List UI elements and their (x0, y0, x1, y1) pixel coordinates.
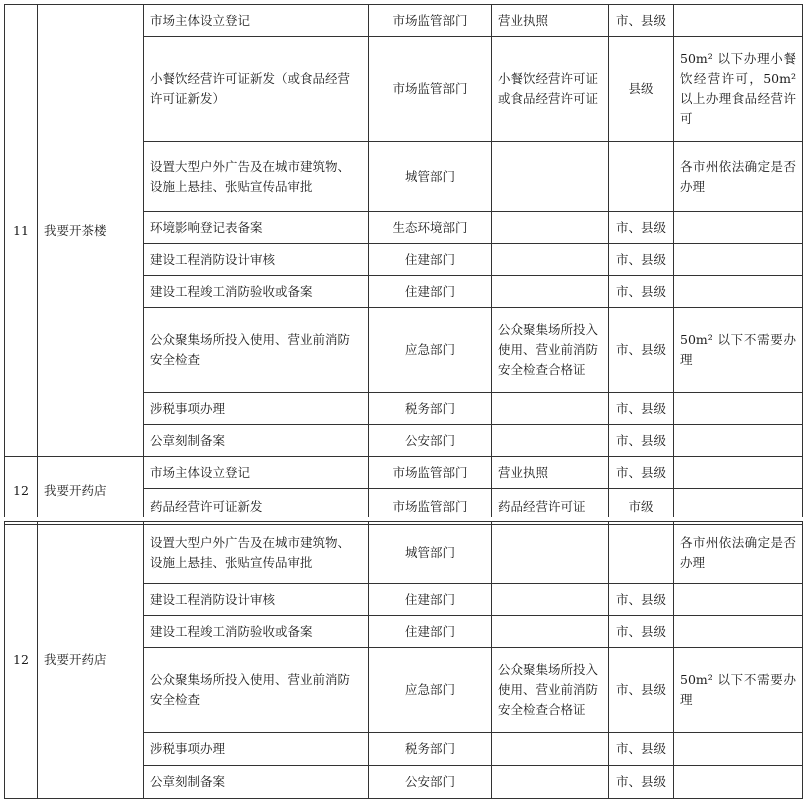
certificate (492, 142, 609, 212)
table-row (5, 5, 803, 37)
certificate: 药品经营许可证 (492, 489, 609, 525)
admin-level: 市、县级 (609, 648, 674, 733)
service-item: 小餐饮经营许可证新发（或食品经营许可证新发） (144, 37, 369, 142)
service-item: 公章刻制备案 (144, 425, 369, 457)
remark (674, 616, 803, 648)
service-item: 涉税事项办理 (144, 733, 369, 766)
remark: 各市州依法确定是否办理 (674, 142, 803, 212)
admin-level: 市、县级 (609, 393, 674, 425)
admin-level (609, 142, 674, 212)
admin-level: 市级 (609, 489, 674, 525)
certificate (492, 393, 609, 425)
admin-level: 市、县级 (609, 425, 674, 457)
admin-level: 市、县级 (609, 244, 674, 276)
remark (674, 276, 803, 308)
department: 生态环境部门 (369, 212, 492, 244)
department: 税务部门 (369, 733, 492, 766)
certificate (492, 212, 609, 244)
department: 住建部门 (369, 244, 492, 276)
remark: 50m² 以下办理小餐饮经营许可，50m² 以上办理食品经营许可 (674, 37, 803, 142)
remark (674, 5, 803, 37)
remark: 50m² 以下不需要办理 (674, 308, 803, 393)
department: 公安部门 (369, 766, 492, 799)
department: 市场监管部门 (369, 37, 492, 142)
admin-level: 市、县级 (609, 766, 674, 799)
item-number: 12 (5, 457, 38, 525)
admin-level (609, 522, 674, 584)
remark (674, 733, 803, 766)
service-item: 设置大型户外广告及在城市建筑物、设施上悬挂、张贴宣传品审批 (144, 142, 369, 212)
admin-level: 市、县级 (609, 457, 674, 489)
certificate: 营业执照 (492, 457, 609, 489)
department: 应急部门 (369, 308, 492, 393)
certificate (492, 425, 609, 457)
service-item: 建设工程消防设计审核 (144, 584, 369, 616)
admin-level: 市、县级 (609, 212, 674, 244)
scene-name: 我要开药店 (38, 457, 144, 525)
certificate (492, 766, 609, 799)
remark (674, 244, 803, 276)
department: 应急部门 (369, 648, 492, 733)
certificate: 小餐饮经营许可证或食品经营许可证 (492, 37, 609, 142)
department: 住建部门 (369, 276, 492, 308)
certificate (492, 522, 609, 584)
service-item: 市场主体设立登记 (144, 5, 369, 37)
department: 公安部门 (369, 425, 492, 457)
department: 住建部门 (369, 584, 492, 616)
service-item: 公章刻制备案 (144, 766, 369, 799)
admin-level: 市、县级 (609, 308, 674, 393)
department: 市场监管部门 (369, 457, 492, 489)
service-item: 公众聚集场所投入使用、营业前消防安全检查 (144, 308, 369, 393)
item-number: 11 (5, 5, 38, 457)
admin-level: 市、县级 (609, 733, 674, 766)
service-table-top (4, 4, 803, 525)
certificate (492, 733, 609, 766)
certificate (492, 276, 609, 308)
admin-level: 市、县级 (609, 276, 674, 308)
remark (674, 457, 803, 489)
table-row (5, 457, 803, 489)
service-item: 建设工程竣工消防验收或备案 (144, 276, 369, 308)
service-item: 建设工程消防设计审核 (144, 244, 369, 276)
certificate (492, 244, 609, 276)
remark: 各市州依法确定是否办理 (674, 522, 803, 584)
admin-level: 市、县级 (609, 616, 674, 648)
certificate (492, 616, 609, 648)
department: 市场监管部门 (369, 489, 492, 525)
service-item: 公众聚集场所投入使用、营业前消防安全检查 (144, 648, 369, 733)
service-item: 设置大型户外广告及在城市建筑物、设施上悬挂、张贴宣传品审批 (144, 522, 369, 584)
department: 税务部门 (369, 393, 492, 425)
department: 市场监管部门 (369, 5, 492, 37)
service-table-continued (4, 521, 803, 799)
item-number: 12 (5, 522, 38, 799)
service-item: 药品经营许可证新发 (144, 489, 369, 525)
remark (674, 393, 803, 425)
table-row (5, 522, 803, 584)
certificate: 营业执照 (492, 5, 609, 37)
department: 城管部门 (369, 142, 492, 212)
admin-level: 市、县级 (609, 5, 674, 37)
remark (674, 212, 803, 244)
service-item: 市场主体设立登记 (144, 457, 369, 489)
scene-name: 我要开茶楼 (38, 5, 144, 457)
certificate: 公众聚集场所投入使用、营业前消防安全检查合格证 (492, 308, 609, 393)
service-item: 涉税事项办理 (144, 393, 369, 425)
certificate: 公众聚集场所投入使用、营业前消防安全检查合格证 (492, 648, 609, 733)
remark (674, 766, 803, 799)
service-item: 环境影响登记表备案 (144, 212, 369, 244)
remark: 50m² 以下不需要办理 (674, 648, 803, 733)
admin-level: 市、县级 (609, 584, 674, 616)
admin-level: 县级 (609, 37, 674, 142)
remark (674, 584, 803, 616)
certificate (492, 584, 609, 616)
department: 住建部门 (369, 616, 492, 648)
department: 城管部门 (369, 522, 492, 584)
service-item: 建设工程竣工消防验收或备案 (144, 616, 369, 648)
remark (674, 425, 803, 457)
scene-name: 我要开药店 (38, 522, 144, 799)
